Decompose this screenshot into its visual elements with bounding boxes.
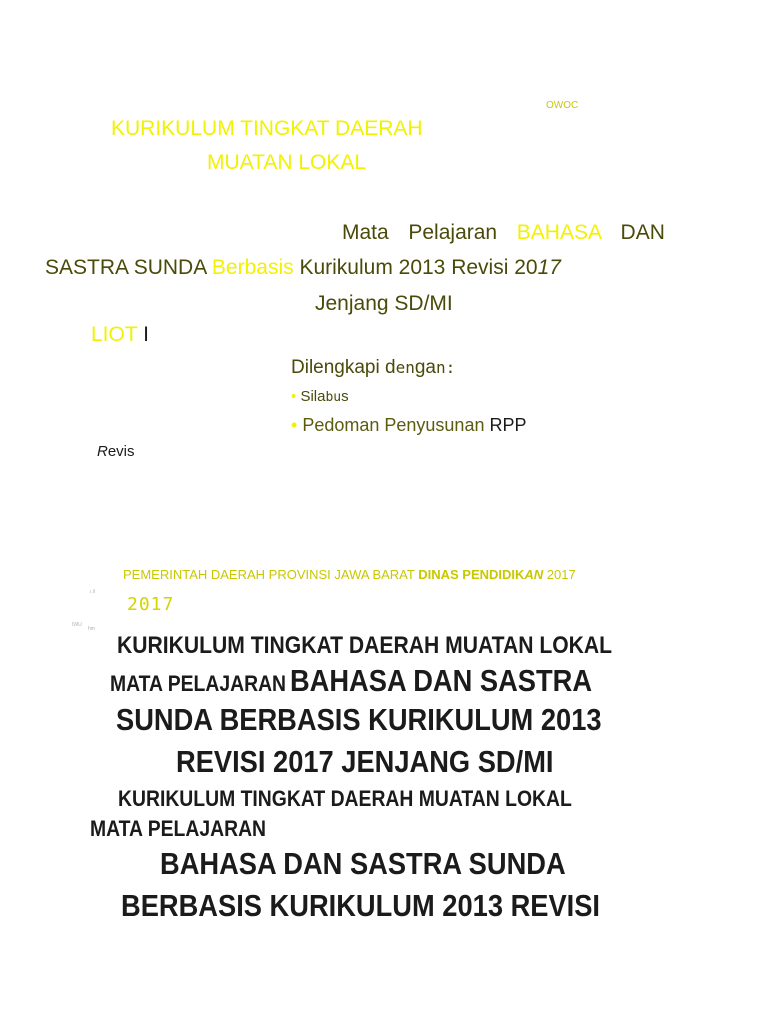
corner-tag: OWOC (546, 100, 579, 111)
body-line2-small: MATA PELAJARAN (110, 671, 287, 696)
equipped-part5: n (436, 358, 446, 377)
body-line2 (110, 663, 592, 699)
subject-kurikulum: Kurikulum 2013 Revisi 20 (299, 256, 538, 279)
equipped-part6: : (445, 358, 456, 377)
body-line3: SUNDA BERBASIS KURIKULUM 2013 (116, 702, 602, 737)
year-mono: 2017 (127, 594, 175, 615)
subject-line2 (45, 256, 561, 280)
rpp-guide-text: Pedoman Penyusunan (302, 415, 485, 435)
body-line1: KURIKULUM TINGKAT DAERAH MUATAN LOKAL (117, 632, 613, 659)
liot-line (91, 323, 149, 347)
bullet-item-silabus (291, 388, 349, 405)
publisher-agency: DINAS PENDIDIK (418, 567, 525, 582)
subject-word-dan: DAN (620, 221, 665, 244)
bullet-icon: • (291, 415, 298, 435)
publisher-part2: AERAH PROVINSI J (220, 567, 341, 582)
body-line6: MATA PELAJARAN (90, 816, 267, 841)
equipped-part3: g (414, 357, 426, 378)
bullet-item-rpp (291, 415, 527, 436)
subject-line1 (342, 221, 665, 245)
subject-word-pelajaran: Pelajaran (408, 221, 498, 244)
body-line4: REVISI 2017 JENJANG SD/MI (176, 744, 554, 779)
body-line8: BERBASIS KURIKULUM 2013 REVISI (121, 888, 601, 923)
level-text: Jenjang SD/MI (315, 292, 453, 315)
revis-text (97, 443, 135, 460)
tiny-mark-3: hm (88, 626, 95, 632)
subject-berbasis: Berbasis (211, 256, 294, 279)
publisher-part3: AWA BARAT (340, 567, 415, 582)
tiny-mark-1: ı.il (90, 589, 95, 595)
liot-text: LIOT (91, 323, 138, 346)
equipped-heading (291, 357, 455, 379)
cover-title-line1: KURIKULUM TINGKAT DAERAH (111, 117, 423, 140)
body-line2-large: BAHASA DAN SASTRA (289, 663, 593, 698)
subject-year-italic: 17 (537, 256, 561, 279)
cover-title-line2: MUATAN LOKAL (207, 151, 367, 174)
liot-bar: I (143, 323, 149, 346)
publisher-part1: PEMERINTAH D (123, 567, 221, 582)
tiny-mark-2: IWU (72, 622, 82, 628)
equipped-part1: Dilengkapi d (291, 357, 396, 378)
bullet-icon: • (291, 388, 297, 405)
body-line5: KURIKULUM TINGKAT DAERAH MUATAN LOKAL (118, 786, 572, 811)
revis-initial: R (97, 443, 108, 460)
silabus-part1: Sila (300, 388, 326, 405)
equipped-part2: en (395, 358, 415, 377)
body-line7: BAHASA DAN SASTRA SUNDA (160, 846, 566, 881)
rpp-text: RPP (489, 415, 527, 435)
revis-rest: evis (107, 443, 135, 460)
silabus-part3: s (341, 388, 349, 405)
subject-word-bahasa: BAHASA (516, 221, 601, 244)
subject-word-mata: Mata (342, 221, 389, 244)
publisher-year: 2017 (546, 567, 576, 582)
publisher-agency-end: AN (524, 567, 544, 582)
equipped-part4: a (425, 357, 436, 378)
publisher-line (123, 567, 576, 582)
silabus-part2: bu (325, 390, 342, 405)
subject-sastra-sunda: SASTRA SUNDA (45, 256, 207, 279)
